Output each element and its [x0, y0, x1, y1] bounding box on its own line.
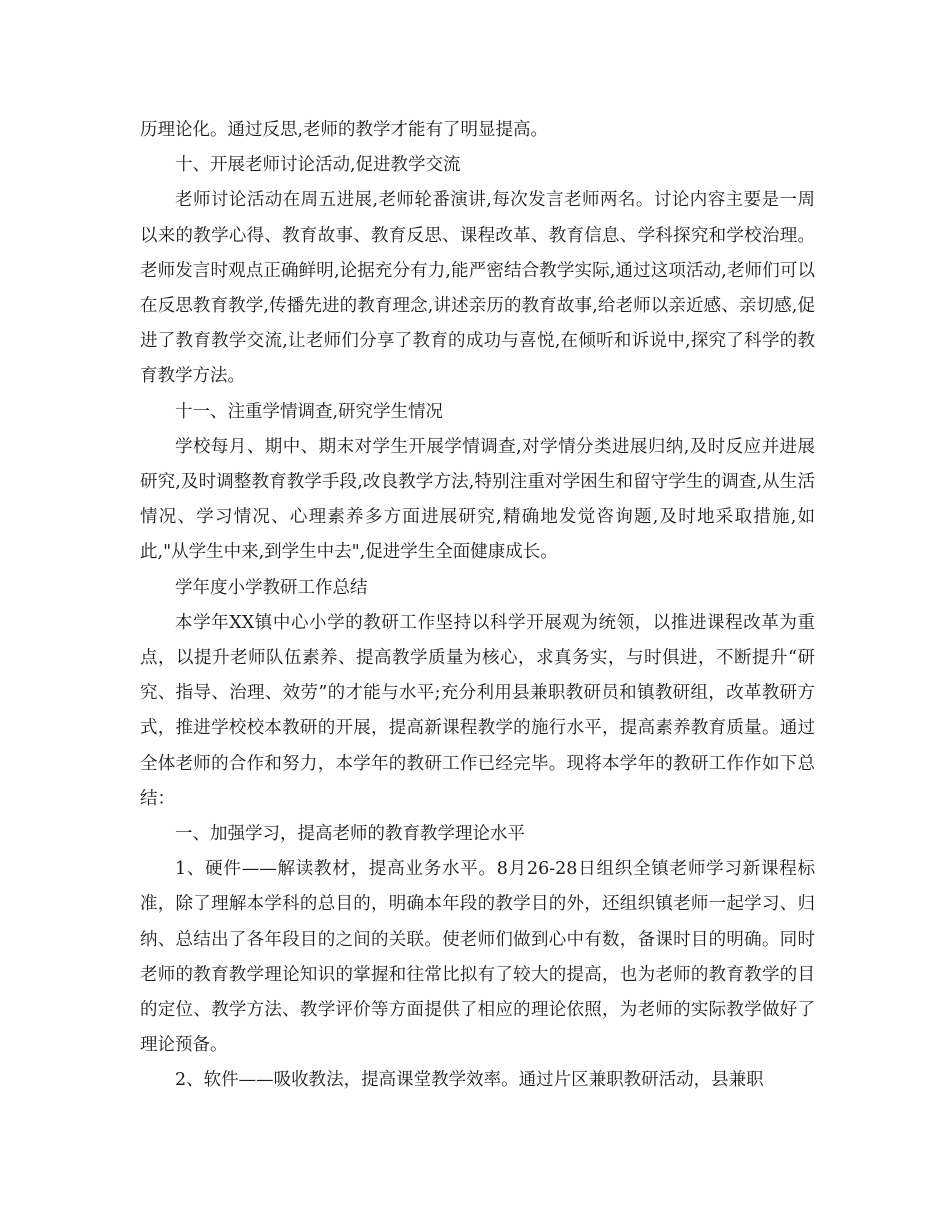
document-title: 学年度小学教研工作总结 — [175, 577, 368, 598]
paragraph-learning-survey: 学校每月、期中、期末对学生开展学情调查,对学情分类进展归纳,及时反应并进展研究,及时调整教育教学手段,改良教学方法,特别注重对学困生和留守学生的调查,从生活情况、学习情况、心理素养多方面进展研究,精确地发觉咨询题,及时地采取措施,如此,"从学生中来,到学生中去",促进学生全面健康成长。 — [140, 436, 815, 563]
document-body — [140, 113, 815, 1099]
section-heading-one: 一、加强学习，提高老师的教育教学理论水平 — [175, 824, 525, 845]
paragraph-software: 2、软件——吸收教法，提高课堂教学效率。通过片区兼职教研活动，县兼职 — [175, 1070, 764, 1091]
paragraph-introduction: 本学年XX镇中心小学的教研工作坚持以科学开展观为统领，以推进课程改革为重点，以提升老师队伍素养、提高教学质量为核心，求真务实，与时俱进，不断提升“研究、指导、治理、效劳”的才能与水平;充分利用县兼职教研员和镇教研组，改革教研方式，推进学校校本教研的开展，提高新课程教学的施行水平，提高素养教育质量。通过全体老师的合作和努力，本学年的教研工作已经完毕。现将本学年的教研工作作如下总结： — [140, 612, 815, 809]
paragraph-hardware: 1、硬件——解读教材，提高业务水平。8月26-28日组织全镇老师学习新课程标准，除了理解本学科的总目的，明确本年段的教学目的外，还组织镇老师一起学习、归纳、总结出了各年段目的之间的关联。使老师们做到心中有数，备课时目的明确。同时老师的教育教学理论知识的掌握和往常比拟有了较大的提高，也为老师的教育教学的目的定位、教学方法、教学评价等方面提供了相应的理论依照，为老师的实际教学做好了理论预备。 — [140, 859, 815, 1056]
paragraph-teacher-discussion: 老师讨论活动在周五进展,老师轮番演讲,每次发言老师两名。讨论内容主要是一周以来的教学心得、教育故事、教育反思、课程改革、教育信息、学科探究和学校治理。老师发言时观点正确鲜明,论据充分有力,能严密结合教学实际,通过这项活动,老师们可以在反思教育教学,传播先进的教育理念,讲述亲历的教育故事,给老师以亲近感、亲切感,促进了教育教学交流,让老师们分享了教育的成功与喜悦,在倾听和诉说中,探究了科学的教育教学方法。 — [140, 190, 815, 387]
section-heading-ten: 十、开展老师讨论活动,促进教学交流 — [175, 155, 461, 176]
section-heading-eleven: 十一、注重学情调查,研究学生情况 — [175, 401, 444, 422]
paragraph-continuation: 历理论化。通过反思,老师的教学才能有了明显提高。 — [140, 120, 549, 140]
